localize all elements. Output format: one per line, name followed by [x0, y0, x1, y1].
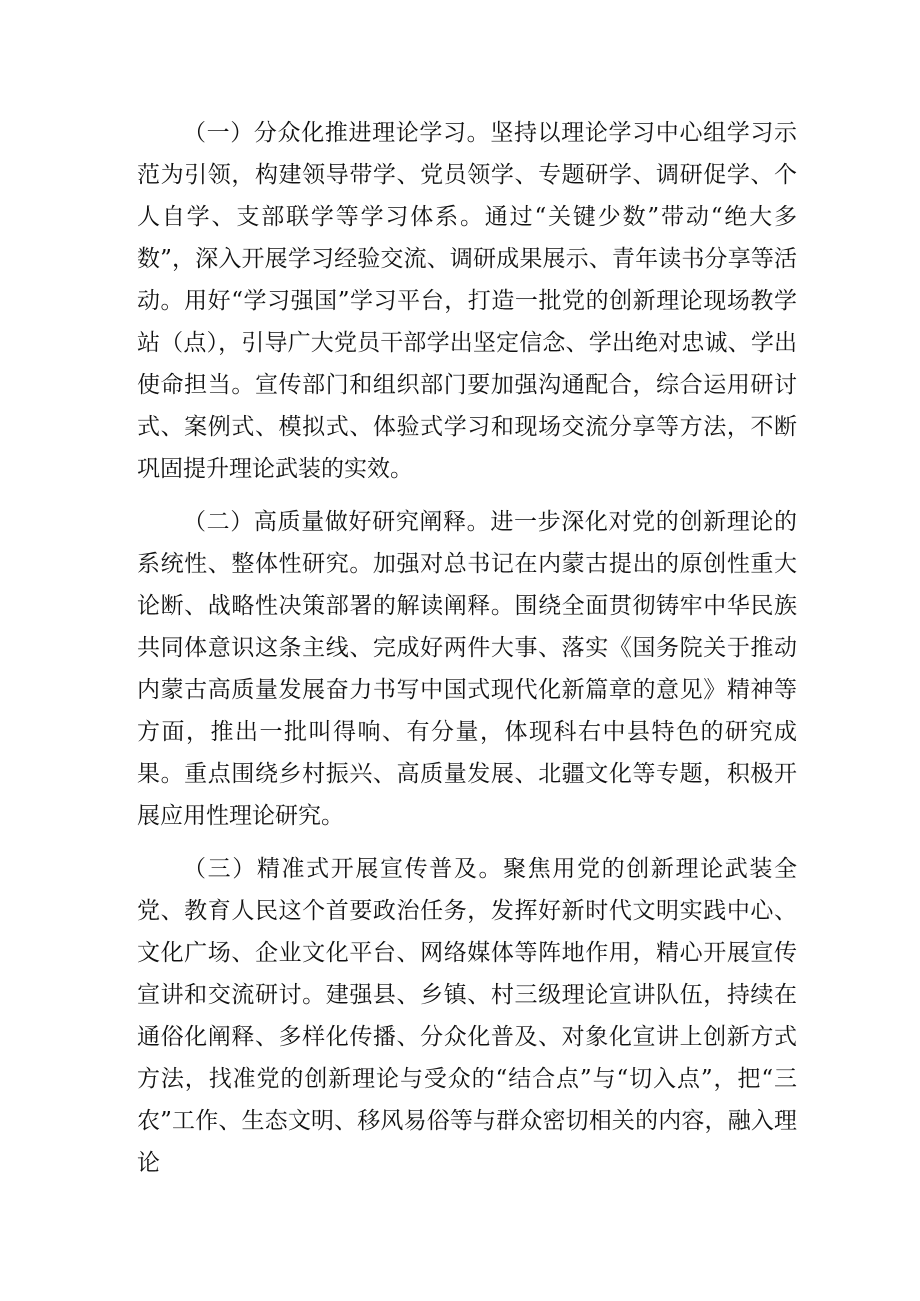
document-body: [137, 112, 797, 1184]
paragraph-theory-study: （一）分众化推进理论学习。坚持以理论学习中心组学习示范为引领，构建领导带学、党员领学、专题研学、调研促学、个人自学、支部联学等学习体系。通过“关键少数”带动“绝大多数”，深入开展学习经验交流、调研成果展示、青年读书分享等活动。用好“学习强国”学习平台，打造一批党的创新理论现场教学站（点），引导广大党员干部学出坚定信念、学出绝对忠诚、学出使命担当。宣传部门和组织部门要加强沟通配合，综合运用研讨式、案例式、模拟式、体验式学习和现场交流分享等方法，不断巩固提升理论武装的实效。: [137, 120, 797, 482]
paragraph-publicity-popularization: （三）精准式开展宣传普及。聚焦用党的创新理论武装全党、教育人民这个首要政治任务，发挥好新时代文明实践中心、文化广场、企业文化平台、网络媒体等阵地作用，精心开展宣传宣讲和交流研讨。建强县、乡镇、村三级理论宣讲队伍，持续在通俗化阐释、多样化传播、分众化普及、对象化宣讲上创新方式方法，找准党的创新理论与受众的“结合点”与“切入点”，把“三农”工作、生态文明、移风易俗等与群众密切相关的内容，融入理论: [137, 856, 797, 1176]
paragraph-research-interpretation: （二）高质量做好研究阐释。进一步深化对党的创新理论的系统性、整体性研究。加强对总书记在内蒙古提出的原创性重大论断、战略性决策部署的解读阐释。围绕全面贯彻铸牢中华民族共同体意识这条主线、完成好两件大事、落实《国务院关于推动内蒙古高质量发展奋力书写中国式现代化新篇章的意见》精神等方面，推出一批叫得响、有分量，体现科右中县特色的研究成果。重点围绕乡村振兴、高质量发展、北疆文化等专题，积极开展应用性理论研究。: [137, 509, 797, 829]
